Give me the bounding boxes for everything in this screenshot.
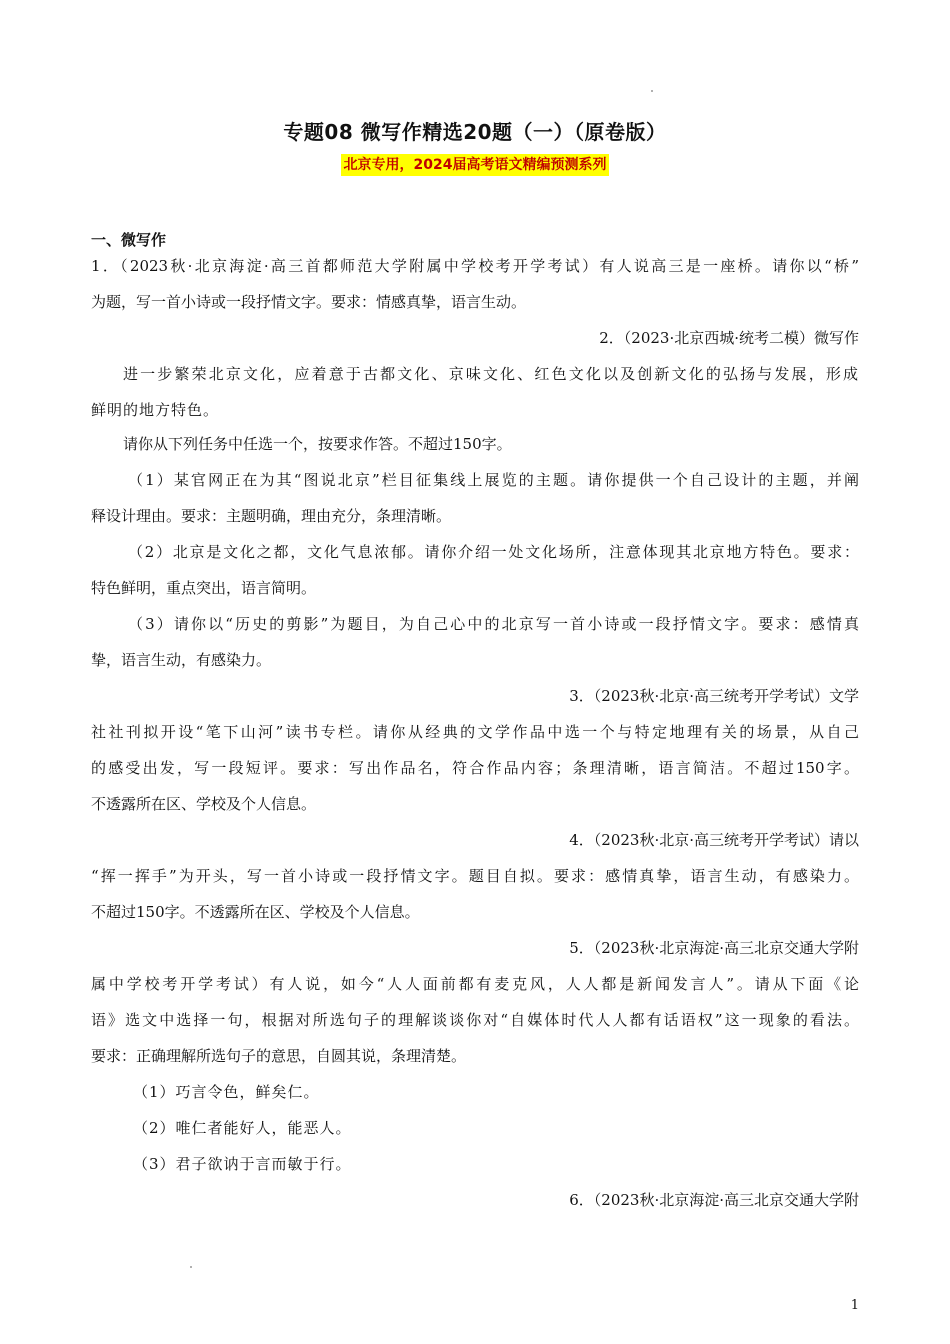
question-3-heading: 3．（2023秋·北京·高三统考开学考试）文学 xyxy=(569,687,859,705)
section-heading: 一、微写作 xyxy=(91,231,167,249)
question-5-option-2: （2）唯仁者能好人，能恶人。 xyxy=(133,1119,352,1137)
question-4-line-2: 不超过150字。不透露所在区、学校及个人信息。 xyxy=(91,903,420,921)
question-2-task-1-line-2: 释设计理由。要求：主题明确，理由充分，条理清晰。 xyxy=(91,507,452,525)
question-2-task-1-line-1: （1）某官网正在为其“图说北京”栏目征集线上展览的主题。请你提供一个自己设计的主题，并阐 xyxy=(128,471,859,489)
decorative-dot xyxy=(651,90,653,92)
question-6-heading: 6．（2023秋·北京海淀·高三北京交通大学附 xyxy=(569,1191,859,1209)
question-5-line-3: 要求：正确理解所选句子的意思，自圆其说，条理清楚。 xyxy=(91,1047,467,1065)
page-number: 1 xyxy=(850,1298,859,1313)
question-5-line-2: 语》选文中选择一句，根据对所选句子的理解谈谈你对“自媒体时代人人都有话语权”这一现象的看法。 xyxy=(91,1011,859,1029)
page-title: 专题08 微写作精选20题（一）（原卷版） xyxy=(283,120,667,144)
subtitle-wrap xyxy=(0,154,950,176)
question-1-line-1: 1．（2023秋·北京海淀·高三首都师范大学附属中学校考开学考试）有人说高三是一座桥。请你以“桥” xyxy=(91,257,859,275)
question-2-task-2-line-2: 特色鲜明，重点突出，语言简明。 xyxy=(91,579,317,597)
question-2-intro-line-1: 进一步繁荣北京文化，应着意于古都文化、京味文化、红色文化以及创新文化的弘扬与发展，形成 xyxy=(123,365,859,383)
question-3-line-1: 社社刊拟开设“笔下山河”读书专栏。请你从经典的文学作品中选一个与特定地理有关的场景，从自己 xyxy=(91,723,859,741)
question-2-task-3-line-1: （3）请你以“历史的剪影”为题目，为自己心中的北京写一首小诗或一段抒情文字。要求：感情真 xyxy=(128,615,859,633)
page-subtitle: 北京专用，2024届高考语文精编预测系列 xyxy=(341,154,610,176)
question-5-line-1: 属中学校考开学考试）有人说，如今“人人面前都有麦克风，人人都是新闻发言人”。请从下面《论 xyxy=(91,975,859,993)
question-3-line-2: 的感受出发，写一段短评。要求：写出作品名，符合作品内容；条理清晰，语言简洁。不超过150字。 xyxy=(91,759,859,777)
question-5-option-3: （3）君子欲讷于言而敏于行。 xyxy=(133,1155,352,1173)
question-3-line-3: 不透露所在区、学校及个人信息。 xyxy=(91,795,317,813)
decorative-dot xyxy=(190,1266,192,1268)
question-1-line-2: 为题，写一首小诗或一段抒情文字。要求：情感真挚，语言生动。 xyxy=(91,293,527,311)
question-4-line-1: “挥一挥手”为开头，写一首小诗或一段抒情文字。题目自拟。要求：感情真挚，语言生动，有感染力。 xyxy=(91,867,859,885)
question-2-task-2-line-1: （2）北京是文化之都，文化气息浓郁。请你介绍一处文化场所，注意体现其北京地方特色。要求： xyxy=(128,543,859,561)
question-5-option-1: （1）巧言令色，鲜矣仁。 xyxy=(133,1083,320,1101)
question-4-heading: 4．（2023秋·北京·高三统考开学考试）请以 xyxy=(569,831,859,849)
question-2-task-3-line-2: 挚，语言生动，有感染力。 xyxy=(91,651,272,669)
question-2-heading: 2．（2023·北京西城·统考二模）微写作 xyxy=(599,329,859,347)
question-2-task: 请你从下列任务中任选一个，按要求作答。不超过150字。 xyxy=(123,435,512,453)
question-2-intro-line-2: 鲜明的地方特色。 xyxy=(91,401,220,419)
question-5-heading: 5．（2023秋·北京海淀·高三北京交通大学附 xyxy=(569,939,859,957)
